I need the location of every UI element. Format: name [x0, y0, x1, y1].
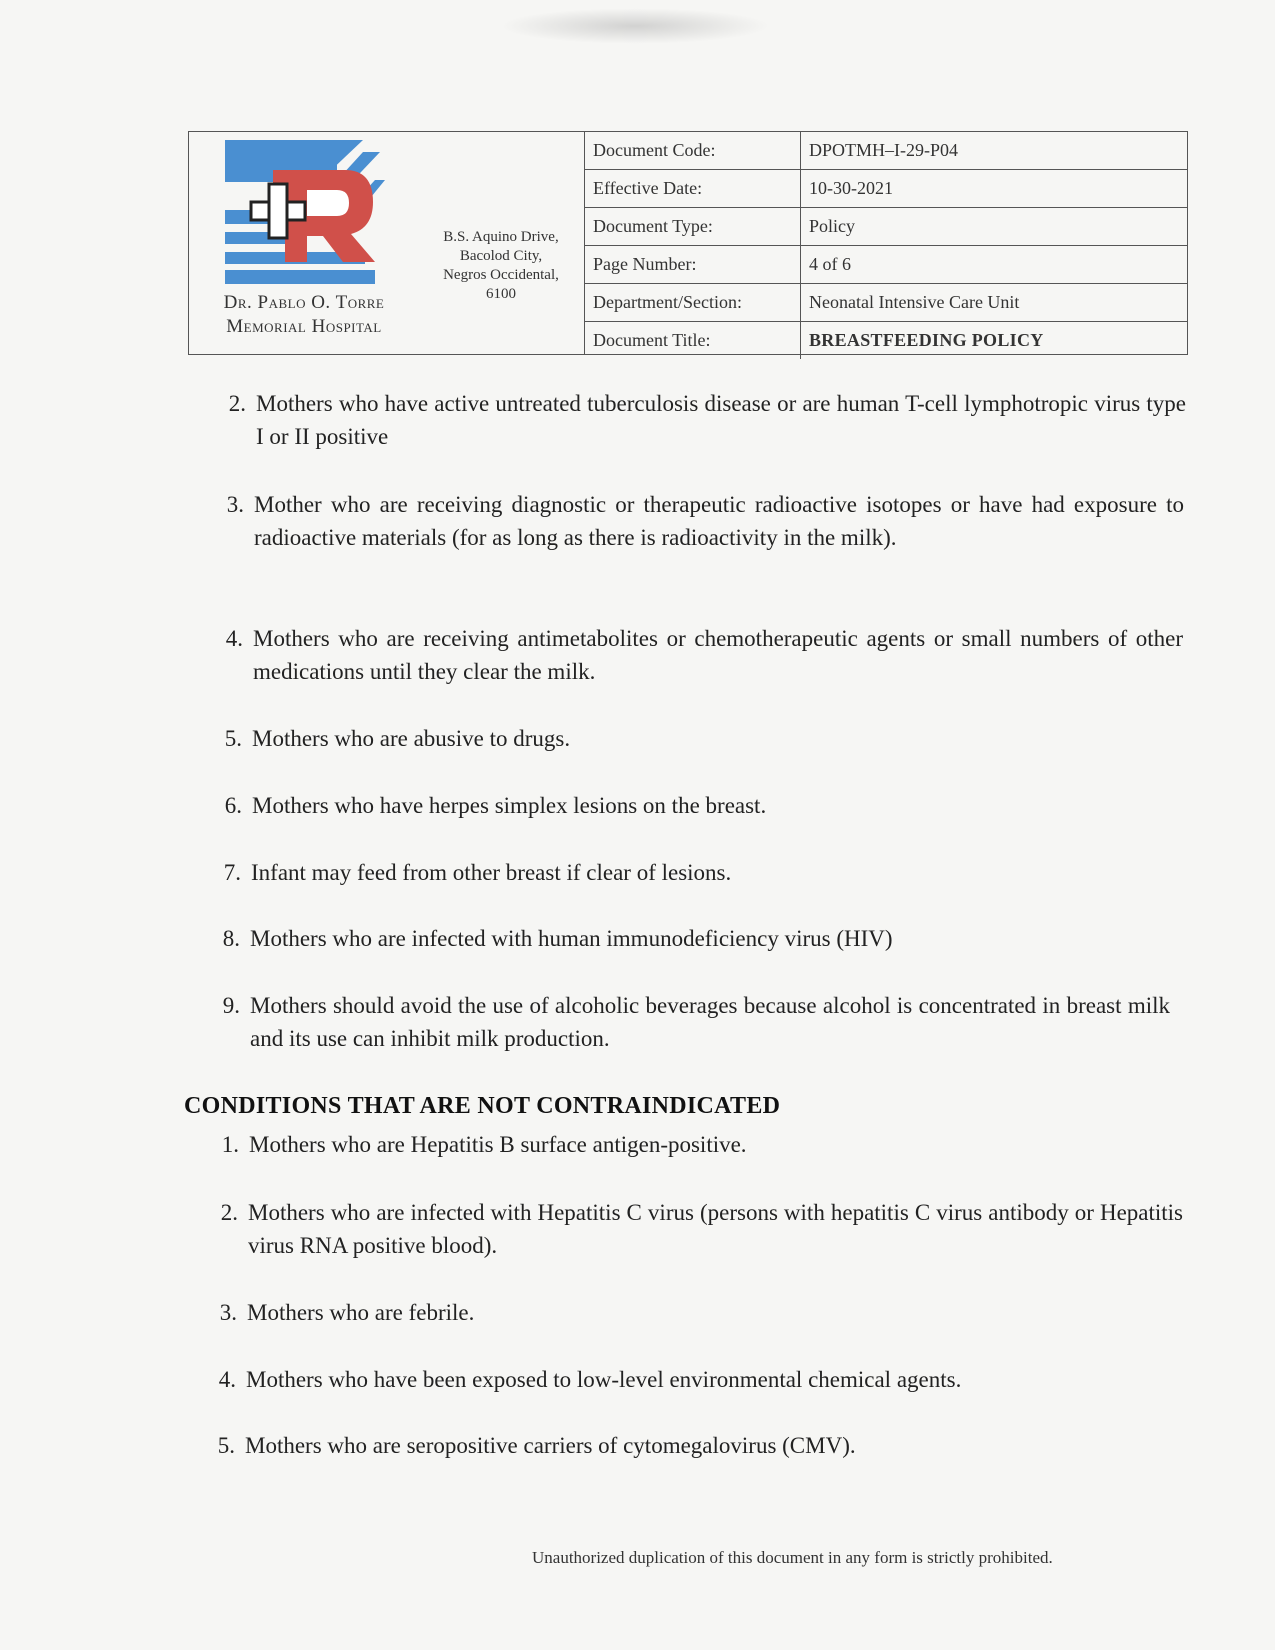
meta-label: Document Type:: [585, 208, 801, 246]
hospital-name: [189, 291, 419, 339]
list-text: Mothers who are seropositive carriers of cytomegalovirus (CMV).: [245, 1433, 856, 1458]
list-text: Mothers who are infected with human immunodeficiency virus (HIV): [250, 926, 893, 951]
meta-label: Document Code:: [585, 132, 801, 170]
list-number: 8.: [222, 926, 240, 951]
address-line1: B.S. Aquino Drive,: [443, 229, 559, 245]
meta-value: 4 of 6: [801, 246, 1188, 284]
meta-label: Document Title:: [585, 322, 801, 360]
list-text: Mothers who are infected with Hepatitis C virus (persons with hepatitis C virus antibody or Hepatitis virus RNA positive blood).: [248, 1200, 1183, 1258]
list-number: 5.: [224, 726, 242, 751]
hospital-name-line1: Dr. Pablo O. Torre: [223, 292, 385, 313]
list-text: Mothers should avoid the use of alcoholic beverages because alcohol is concentrated in breast milk and its use can inhibit milk production.: [250, 993, 1170, 1051]
list-text: Mothers who are abusive to drugs.: [252, 726, 571, 751]
list-number: 2.: [220, 1200, 238, 1225]
meta-row-title: [585, 322, 1187, 360]
hospital-address: [421, 228, 581, 304]
list-number: 4.: [225, 626, 243, 651]
document-meta-table: [585, 132, 1187, 359]
list-number: 6.: [224, 793, 242, 818]
meta-row-page: [585, 246, 1187, 284]
list-text: Mothers who have herpes simplex lesions on the breast.: [252, 793, 767, 818]
list-text: Infant may feed from other breast if clear of lesions.: [251, 860, 732, 885]
list-number: 3.: [226, 492, 244, 517]
list-number: 5.: [217, 1433, 235, 1458]
address-line2: Bacolod City,: [459, 248, 543, 264]
list-number: 9.: [222, 993, 240, 1018]
list-text: Mothers who are Hepatitis B surface antigen-positive.: [249, 1132, 747, 1157]
list-text: Mothers who have been exposed to low-level environmental chemical agents.: [246, 1367, 962, 1392]
meta-value: 10-30-2021: [801, 170, 1188, 208]
meta-row-department: [585, 284, 1187, 322]
list-number: 1.: [221, 1132, 239, 1157]
footer-notice: Unauthorized duplication of this document in any form is strictly prohibited.: [532, 1548, 1053, 1567]
list-number: 2.: [228, 391, 246, 416]
logo-cell: [189, 132, 585, 354]
list-number: 7.: [223, 860, 241, 885]
meta-value: Neonatal Intensive Care Unit: [801, 284, 1188, 322]
list-text: Mother who are receiving diagnostic or therapeutic radioactive isotopes or have had exposure to radioactive materials (for as long as there is radioactivity in the milk).: [254, 492, 1184, 550]
scan-smudge: [500, 8, 770, 44]
meta-label: Effective Date:: [585, 170, 801, 208]
meta-label: Page Number:: [585, 246, 801, 284]
document-header: [188, 131, 1188, 355]
meta-value: DPOTMH–I-29-P04: [801, 132, 1188, 170]
meta-row-date: [585, 170, 1187, 208]
list-text: Mothers who have active untreated tuberculosis disease or are human T-cell lymphotropic virus type I or II positive: [256, 391, 1186, 449]
meta-value: Policy: [801, 208, 1188, 246]
list-text: Mothers who are febrile.: [247, 1300, 475, 1325]
hospital-name-line2: Memorial Hospital: [226, 316, 382, 337]
meta-value: BREASTFEEDING POLICY: [809, 330, 1044, 350]
meta-row-type: [585, 208, 1187, 246]
list-number: 3.: [219, 1300, 237, 1325]
list-text: Mothers who are receiving antimetabolites or chemotherapeutic agents or small numbers of other medications until they clear the milk.: [253, 626, 1183, 684]
section-heading: CONDITIONS THAT ARE NOT CONTRAINDICATED: [184, 1093, 781, 1119]
meta-row-code: [585, 132, 1187, 170]
hospital-logo-icon: [225, 140, 385, 292]
address-line4: 6100: [486, 286, 516, 302]
list-number: 4.: [218, 1367, 236, 1392]
address-line3: Negros Occidental,: [443, 267, 559, 283]
meta-label: Department/Section:: [585, 284, 801, 322]
